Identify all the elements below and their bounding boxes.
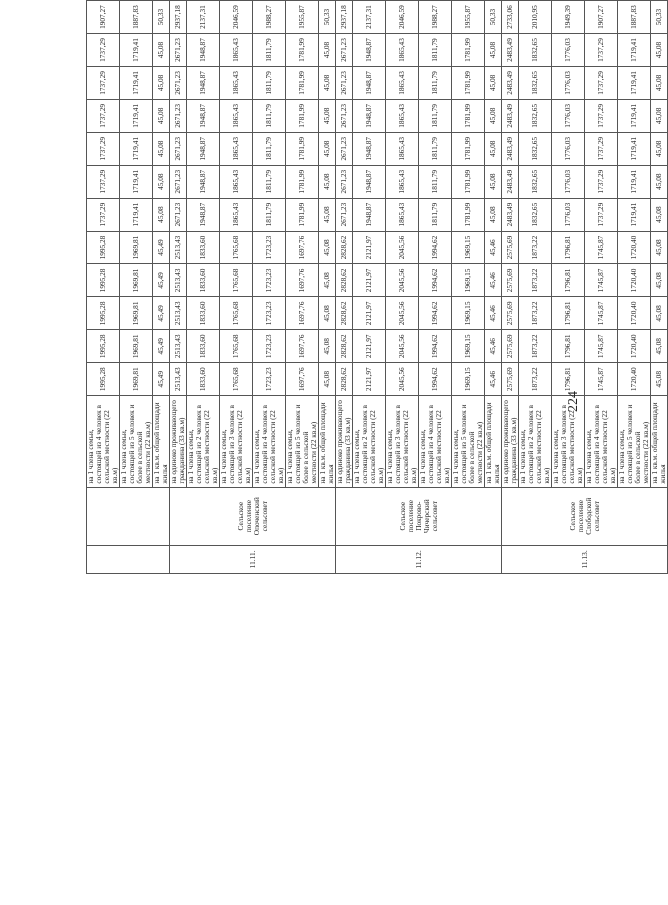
value-cell: 1776,03 <box>552 34 585 67</box>
value-cell: 2733,06 <box>502 1 519 34</box>
value-cell: 1811,79 <box>253 66 286 99</box>
norm-description-cell: на 1 члена семьи, состоящей из 2 человек в сельской местности (22 кв.м) <box>353 396 386 487</box>
value-cell: 50,33 <box>485 1 502 34</box>
value-cell: 2483,49 <box>502 198 519 231</box>
value-cell: 2671,23 <box>336 165 353 198</box>
value-cell: 2513,43 <box>170 363 187 396</box>
value-cell: 2483,49 <box>502 99 519 132</box>
value-cell: 1723,23 <box>253 264 286 297</box>
value-cell: 2121,97 <box>353 231 386 264</box>
value-cell: 1907,27 <box>87 1 120 34</box>
value-cell: 1994,62 <box>419 330 452 363</box>
value-cell: 1865,43 <box>220 198 253 231</box>
value-cell: 1995,28 <box>87 330 120 363</box>
value-cell: 2937,18 <box>170 1 187 34</box>
value-cell: 1865,43 <box>386 34 419 67</box>
value-cell: 1697,76 <box>286 363 319 396</box>
value-cell: 2513,43 <box>170 264 187 297</box>
value-cell: 1969,81 <box>120 231 153 264</box>
value-cell: 2121,97 <box>353 330 386 363</box>
value-cell: 1781,99 <box>286 66 319 99</box>
value-cell: 1723,23 <box>253 330 286 363</box>
value-cell: 1765,68 <box>220 363 253 396</box>
tariff-table <box>86 0 668 574</box>
value-cell: 2010,95 <box>519 1 552 34</box>
value-cell: 1811,79 <box>253 165 286 198</box>
value-cell: 1948,87 <box>353 99 386 132</box>
value-cell: 45,08 <box>651 363 668 396</box>
value-cell: 1781,99 <box>286 165 319 198</box>
value-cell: 2483,49 <box>502 66 519 99</box>
value-cell: 2045,56 <box>386 330 419 363</box>
value-cell: 45,08 <box>485 66 502 99</box>
value-cell: 2671,23 <box>170 99 187 132</box>
value-cell: 1776,03 <box>552 198 585 231</box>
value-cell: 1697,76 <box>286 297 319 330</box>
value-cell: 2483,49 <box>502 165 519 198</box>
page-number: 224 <box>566 391 581 412</box>
value-cell: 1995,28 <box>87 297 120 330</box>
value-cell: 1776,03 <box>552 99 585 132</box>
value-cell: 45,08 <box>319 132 336 165</box>
value-cell: 1873,22 <box>519 231 552 264</box>
value-cell: 1811,79 <box>253 198 286 231</box>
settlement-name-cell: Сельское поселение Опоченский сельсовет <box>170 487 336 545</box>
norm-description-cell: на 1 кв.м. общей площади жилья <box>485 396 502 487</box>
value-cell: 1719,41 <box>120 66 153 99</box>
norm-description-cell: на 1 кв.м. общей площади жилья <box>153 396 170 487</box>
value-cell: 1765,68 <box>220 231 253 264</box>
value-cell: 45,08 <box>319 198 336 231</box>
value-cell: 1955,87 <box>452 1 485 34</box>
table-row <box>170 1 187 574</box>
value-cell: 2671,23 <box>170 66 187 99</box>
value-cell: 2137,31 <box>353 1 386 34</box>
value-cell: 1811,79 <box>419 198 452 231</box>
value-cell: 2046,59 <box>220 1 253 34</box>
value-cell: 45,46 <box>485 231 502 264</box>
table-row <box>502 1 519 574</box>
value-cell: 1865,43 <box>220 132 253 165</box>
value-cell: 1887,83 <box>618 1 651 34</box>
value-cell: 1832,65 <box>519 198 552 231</box>
value-cell: 1719,41 <box>120 198 153 231</box>
norm-description-cell: на 1 члена семьи, состоящей из 4 человек в сельской местности (22 кв.м) <box>253 396 286 487</box>
value-cell: 1948,87 <box>353 132 386 165</box>
value-cell: 1737,29 <box>585 132 618 165</box>
value-cell: 1969,81 <box>120 264 153 297</box>
value-cell: 1719,41 <box>618 165 651 198</box>
value-cell: 1796,81 <box>552 330 585 363</box>
value-cell: 1811,79 <box>419 66 452 99</box>
value-cell: 45,08 <box>153 66 170 99</box>
value-cell: 2828,62 <box>336 264 353 297</box>
value-cell: 45,08 <box>651 99 668 132</box>
norm-description-cell: на 1 члена семьи, состоящей из 4 человек в сельской местности (22 кв.м) <box>87 396 120 487</box>
value-cell: 1832,65 <box>519 132 552 165</box>
value-cell: 1719,41 <box>618 34 651 67</box>
value-cell: 1719,41 <box>120 99 153 132</box>
value-cell: 1811,79 <box>253 34 286 67</box>
value-cell: 1765,68 <box>220 297 253 330</box>
value-cell: 1737,29 <box>585 198 618 231</box>
value-cell: 2671,23 <box>336 34 353 67</box>
value-cell: 1955,87 <box>286 1 319 34</box>
value-cell: 1781,99 <box>452 34 485 67</box>
item-number-cell: 11.12. <box>336 545 502 573</box>
value-cell: 1723,23 <box>253 231 286 264</box>
value-cell: 45,08 <box>651 264 668 297</box>
value-cell: 2575,69 <box>502 297 519 330</box>
value-cell: 2828,62 <box>336 231 353 264</box>
value-cell: 45,08 <box>651 66 668 99</box>
value-cell: 1811,79 <box>419 99 452 132</box>
value-cell: 2671,23 <box>336 132 353 165</box>
value-cell: 1737,29 <box>87 99 120 132</box>
item-number-cell <box>87 545 170 573</box>
norm-description-cell: на 1 члена семьи, состоящей из 5 человек и более в сельской местности (22 кв.м) <box>452 396 485 487</box>
value-cell: 45,08 <box>319 66 336 99</box>
value-cell: 2671,23 <box>170 34 187 67</box>
value-cell: 1719,41 <box>618 132 651 165</box>
value-cell: 1948,87 <box>187 165 220 198</box>
value-cell: 45,08 <box>651 330 668 363</box>
value-cell: 1776,03 <box>552 165 585 198</box>
value-cell: 45,08 <box>485 165 502 198</box>
value-cell: 1781,99 <box>452 198 485 231</box>
value-cell: 1994,62 <box>419 231 452 264</box>
value-cell: 2575,69 <box>502 330 519 363</box>
value-cell: 1781,99 <box>452 132 485 165</box>
value-cell: 2045,56 <box>386 231 419 264</box>
value-cell: 50,33 <box>319 1 336 34</box>
value-cell: 45,08 <box>153 99 170 132</box>
settlement-name-cell <box>87 487 170 545</box>
value-cell: 45,08 <box>319 264 336 297</box>
value-cell: 1969,81 <box>120 297 153 330</box>
value-cell: 1969,15 <box>452 363 485 396</box>
value-cell: 45,46 <box>485 297 502 330</box>
value-cell: 1994,62 <box>419 264 452 297</box>
value-cell: 45,08 <box>485 132 502 165</box>
value-cell: 45,49 <box>153 297 170 330</box>
value-cell: 2483,49 <box>502 132 519 165</box>
value-cell: 1865,43 <box>220 34 253 67</box>
value-cell: 2513,43 <box>170 297 187 330</box>
norm-description-cell: на 1 члена семьи, состоящей из 5 человек и более в сельской местности (22 кв.м) <box>120 396 153 487</box>
value-cell: 1948,87 <box>187 99 220 132</box>
value-cell: 1811,79 <box>419 165 452 198</box>
norm-description-cell: на 1 члена семьи, состоящей из 5 человек и более в сельской местности (22 кв.м) <box>618 396 651 487</box>
value-cell: 45,08 <box>485 99 502 132</box>
norm-description-cell: на 1 члена семьи, состоящей из 3 человек в сельской местности (22 кв.м) <box>552 396 585 487</box>
value-cell: 1720,40 <box>618 363 651 396</box>
value-cell: 1737,29 <box>585 99 618 132</box>
value-cell: 45,49 <box>153 264 170 297</box>
value-cell: 1737,29 <box>585 66 618 99</box>
norm-description-cell: на 1 члена семьи, состоящей из 4 человек в сельской местности (22 кв.м) <box>585 396 618 487</box>
value-cell: 2575,69 <box>502 363 519 396</box>
value-cell: 1988,27 <box>419 1 452 34</box>
value-cell: 1948,87 <box>353 165 386 198</box>
value-cell: 1737,29 <box>87 66 120 99</box>
value-cell: 1988,27 <box>253 1 286 34</box>
item-number-cell: 11.13. <box>502 545 668 573</box>
value-cell: 2671,23 <box>170 165 187 198</box>
value-cell: 1745,87 <box>585 330 618 363</box>
value-cell: 2671,23 <box>336 66 353 99</box>
value-cell: 2513,43 <box>170 231 187 264</box>
value-cell: 1865,43 <box>386 66 419 99</box>
value-cell: 1865,43 <box>386 132 419 165</box>
value-cell: 1873,22 <box>519 330 552 363</box>
norm-description-cell: на 1 члена семьи, состоящей из 5 человек и более в сельской местности (22 кв.м) <box>286 396 319 487</box>
value-cell: 1833,60 <box>187 297 220 330</box>
value-cell: 1723,23 <box>253 363 286 396</box>
value-cell: 1720,40 <box>618 330 651 363</box>
value-cell: 1796,81 <box>552 363 585 396</box>
value-cell: 1873,22 <box>519 297 552 330</box>
value-cell: 1948,87 <box>187 132 220 165</box>
norm-description-cell: на 1 кв.м. общей площади жилья <box>651 396 668 487</box>
value-cell: 45,08 <box>319 330 336 363</box>
value-cell: 1776,03 <box>552 66 585 99</box>
value-cell: 1776,03 <box>552 132 585 165</box>
value-cell: 2671,23 <box>170 198 187 231</box>
value-cell: 1720,40 <box>618 231 651 264</box>
value-cell: 45,08 <box>651 34 668 67</box>
value-cell: 1737,29 <box>87 165 120 198</box>
value-cell: 45,08 <box>319 297 336 330</box>
value-cell: 1737,29 <box>585 34 618 67</box>
value-cell: 45,49 <box>153 363 170 396</box>
value-cell: 2575,69 <box>502 264 519 297</box>
value-cell: 1833,60 <box>187 330 220 363</box>
value-cell: 45,08 <box>651 231 668 264</box>
value-cell: 2828,62 <box>336 363 353 396</box>
value-cell: 1969,81 <box>120 330 153 363</box>
value-cell: 1781,99 <box>286 198 319 231</box>
value-cell: 1737,29 <box>87 34 120 67</box>
value-cell: 1781,99 <box>286 132 319 165</box>
value-cell: 1781,99 <box>286 34 319 67</box>
value-cell: 45,08 <box>319 363 336 396</box>
value-cell: 1832,65 <box>519 99 552 132</box>
value-cell: 1811,79 <box>253 99 286 132</box>
value-cell: 1833,60 <box>187 363 220 396</box>
value-cell: 2045,56 <box>386 363 419 396</box>
value-cell: 1969,15 <box>452 297 485 330</box>
value-cell: 2828,62 <box>336 297 353 330</box>
norm-description-cell: на одиноко проживающего гражданина (33 кв.м) <box>170 396 187 487</box>
value-cell: 1887,83 <box>120 1 153 34</box>
value-cell: 45,08 <box>319 34 336 67</box>
norm-description-cell: на 1 кв.м. общей площади жилья <box>319 396 336 487</box>
value-cell: 45,08 <box>319 231 336 264</box>
value-cell: 2671,23 <box>336 99 353 132</box>
value-cell: 1719,41 <box>120 34 153 67</box>
norm-description-cell: на 1 члена семьи, состоящей из 3 человек в сельской местности (22 кв.м) <box>220 396 253 487</box>
value-cell: 1865,43 <box>220 99 253 132</box>
value-cell: 1873,22 <box>519 264 552 297</box>
value-cell: 2121,97 <box>353 264 386 297</box>
value-cell: 1865,43 <box>220 66 253 99</box>
value-cell: 1811,79 <box>253 132 286 165</box>
norm-description-cell: на 1 члена семьи, состоящей из 2 человек в сельской местности (22 кв.м) <box>187 396 220 487</box>
value-cell: 1865,43 <box>220 165 253 198</box>
item-number-cell: 11.11. <box>170 545 336 573</box>
value-cell: 50,33 <box>651 1 668 34</box>
value-cell: 1949,39 <box>552 1 585 34</box>
value-cell: 1781,99 <box>452 66 485 99</box>
value-cell: 1948,87 <box>353 34 386 67</box>
value-cell: 45,49 <box>153 330 170 363</box>
norm-description-cell: на 1 члена семьи, состоящей из 2 человек в сельской местности (22 кв.м) <box>519 396 552 487</box>
value-cell: 1796,81 <box>552 231 585 264</box>
value-cell: 1948,87 <box>353 66 386 99</box>
value-cell: 1745,87 <box>585 363 618 396</box>
norm-description-cell: на 1 члена семьи, состоящей из 4 человек в сельской местности (22 кв.м) <box>419 396 452 487</box>
value-cell: 45,08 <box>153 34 170 67</box>
value-cell: 1873,22 <box>519 363 552 396</box>
value-cell: 2483,49 <box>502 34 519 67</box>
value-cell: 1697,76 <box>286 264 319 297</box>
value-cell: 1969,15 <box>452 330 485 363</box>
value-cell: 1969,15 <box>452 231 485 264</box>
norm-description-cell: на одиноко проживающего гражданина (33 кв.м) <box>502 396 519 487</box>
value-cell: 45,08 <box>651 165 668 198</box>
norm-description-cell: на одиноко проживающего гражданина (33 кв.м) <box>336 396 353 487</box>
value-cell: 1865,43 <box>386 198 419 231</box>
value-cell: 1811,79 <box>419 34 452 67</box>
value-cell: 50,33 <box>153 1 170 34</box>
value-cell: 1995,28 <box>87 231 120 264</box>
value-cell: 1865,43 <box>386 99 419 132</box>
value-cell: 1781,99 <box>452 165 485 198</box>
value-cell: 1719,41 <box>120 165 153 198</box>
value-cell: 45,46 <box>485 264 502 297</box>
value-cell: 1948,87 <box>353 198 386 231</box>
value-cell: 1697,76 <box>286 231 319 264</box>
value-cell: 1720,40 <box>618 264 651 297</box>
value-cell: 45,46 <box>485 363 502 396</box>
value-cell: 1994,62 <box>419 297 452 330</box>
value-cell: 2045,56 <box>386 264 419 297</box>
value-cell: 2575,69 <box>502 231 519 264</box>
value-cell: 1865,43 <box>386 165 419 198</box>
value-cell: 45,46 <box>485 330 502 363</box>
value-cell: 45,08 <box>319 165 336 198</box>
norm-description-cell: на 1 члена семьи, состоящей из 3 человек в сельской местности (22 кв.м) <box>386 396 419 487</box>
value-cell: 2137,31 <box>187 1 220 34</box>
value-cell: 1745,87 <box>585 297 618 330</box>
value-cell: 1765,68 <box>220 264 253 297</box>
value-cell: 1948,87 <box>187 34 220 67</box>
table-row <box>87 1 120 574</box>
value-cell: 1720,40 <box>618 297 651 330</box>
value-cell: 1723,23 <box>253 297 286 330</box>
value-cell: 1745,87 <box>585 264 618 297</box>
value-cell: 1765,68 <box>220 330 253 363</box>
value-cell: 1907,27 <box>585 1 618 34</box>
value-cell: 1737,29 <box>87 132 120 165</box>
value-cell: 1737,29 <box>585 165 618 198</box>
table-body <box>87 1 668 574</box>
value-cell: 1796,81 <box>552 297 585 330</box>
value-cell: 2937,18 <box>336 1 353 34</box>
settlement-name-cell: Сельское поселение Слободской сельсовет <box>502 487 668 545</box>
value-cell: 1948,87 <box>187 66 220 99</box>
value-cell: 45,49 <box>153 231 170 264</box>
value-cell: 1832,65 <box>519 165 552 198</box>
value-cell: 1781,99 <box>286 99 319 132</box>
value-cell: 2046,59 <box>386 1 419 34</box>
value-cell: 1995,28 <box>87 264 120 297</box>
value-cell: 2513,43 <box>170 330 187 363</box>
settlement-name-cell: Сельское поселение Покрово-Чичерский сельсовет <box>336 487 502 545</box>
value-cell: 1737,29 <box>87 198 120 231</box>
value-cell: 1832,65 <box>519 66 552 99</box>
value-cell: 1719,41 <box>618 99 651 132</box>
value-cell: 45,08 <box>153 132 170 165</box>
value-cell: 45,08 <box>651 297 668 330</box>
value-cell: 2121,97 <box>353 297 386 330</box>
value-cell: 2121,97 <box>353 363 386 396</box>
value-cell: 45,08 <box>485 34 502 67</box>
value-cell: 1697,76 <box>286 330 319 363</box>
value-cell: 1969,81 <box>120 363 153 396</box>
value-cell: 45,08 <box>319 99 336 132</box>
value-cell: 1948,87 <box>187 198 220 231</box>
value-cell: 1833,60 <box>187 231 220 264</box>
value-cell: 1719,41 <box>618 198 651 231</box>
value-cell: 1781,99 <box>452 99 485 132</box>
value-cell: 2671,23 <box>336 198 353 231</box>
value-cell: 1994,62 <box>419 363 452 396</box>
value-cell: 1833,60 <box>187 264 220 297</box>
table-row <box>336 1 353 574</box>
value-cell: 1745,87 <box>585 231 618 264</box>
value-cell: 45,08 <box>153 165 170 198</box>
value-cell: 1811,79 <box>419 132 452 165</box>
value-cell: 2671,23 <box>170 132 187 165</box>
value-cell: 1719,41 <box>618 66 651 99</box>
value-cell: 1796,81 <box>552 264 585 297</box>
value-cell: 45,08 <box>651 132 668 165</box>
value-cell: 45,08 <box>651 198 668 231</box>
value-cell: 1719,41 <box>120 132 153 165</box>
value-cell: 45,08 <box>485 198 502 231</box>
value-cell: 45,08 <box>153 198 170 231</box>
value-cell: 2045,56 <box>386 297 419 330</box>
value-cell: 1832,65 <box>519 34 552 67</box>
value-cell: 1995,28 <box>87 363 120 396</box>
value-cell: 1969,15 <box>452 264 485 297</box>
value-cell: 2828,62 <box>336 330 353 363</box>
